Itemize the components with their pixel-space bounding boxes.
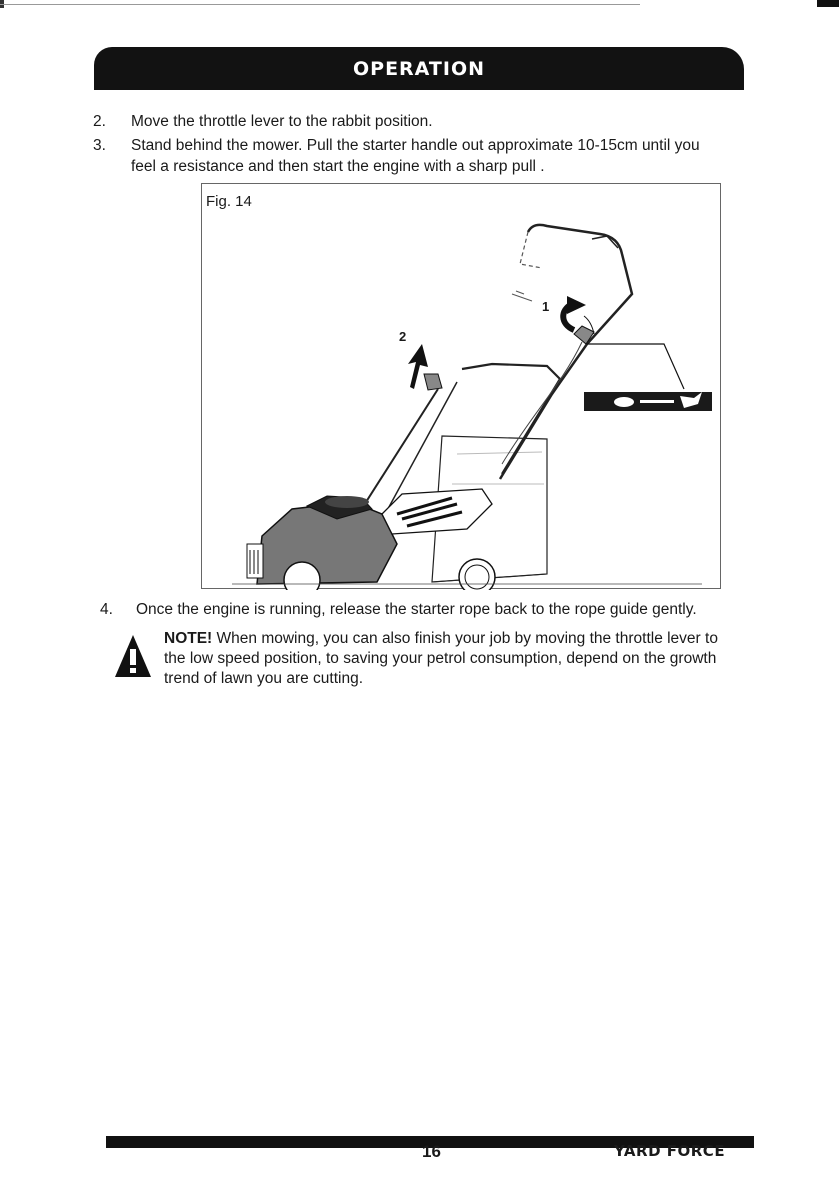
callout-1-label: 1 bbox=[542, 299, 550, 314]
step-number: 4. bbox=[100, 601, 113, 618]
note-line-3: trend of lawn you are cutting. bbox=[164, 670, 364, 687]
step-3 bbox=[93, 135, 773, 179]
figure-14 bbox=[201, 183, 721, 589]
step-text-line2: feel a resistance and then start the engine with a sharp pull . bbox=[131, 158, 545, 175]
page-number: 16 bbox=[422, 1142, 441, 1161]
note-label: NOTE! bbox=[164, 630, 213, 647]
callout-2-label: 2 bbox=[399, 329, 407, 344]
step-number: 2. bbox=[93, 113, 106, 130]
step-text: Move the throttle lever to the rabbit position. bbox=[131, 113, 433, 130]
section-title: OPERATION bbox=[353, 57, 485, 80]
step-text-line1: Stand behind the mower. Pull the starter handle out approximate 10-15cm until you bbox=[131, 137, 700, 154]
figure-label: Fig. 14 bbox=[206, 193, 252, 210]
note-block bbox=[164, 629, 754, 689]
scan-artifact-right bbox=[817, 0, 839, 7]
step-text: Once the engine is running, release the starter rope back to the rope guide gently. bbox=[136, 601, 697, 618]
scan-artifact-line bbox=[0, 4, 640, 5]
warning-icon bbox=[113, 633, 153, 684]
mower-illustration bbox=[202, 184, 722, 590]
step-number: 3. bbox=[93, 137, 106, 154]
section-banner bbox=[94, 47, 744, 90]
note-line-2: the low speed position, to saving your petrol consumption, depend on the growth bbox=[164, 650, 717, 667]
note-line-1: NOTE! When mowing, you can also finish your job by moving the throttle lever to bbox=[164, 630, 718, 647]
brand-logo: YARD FORCE bbox=[614, 1142, 726, 1160]
